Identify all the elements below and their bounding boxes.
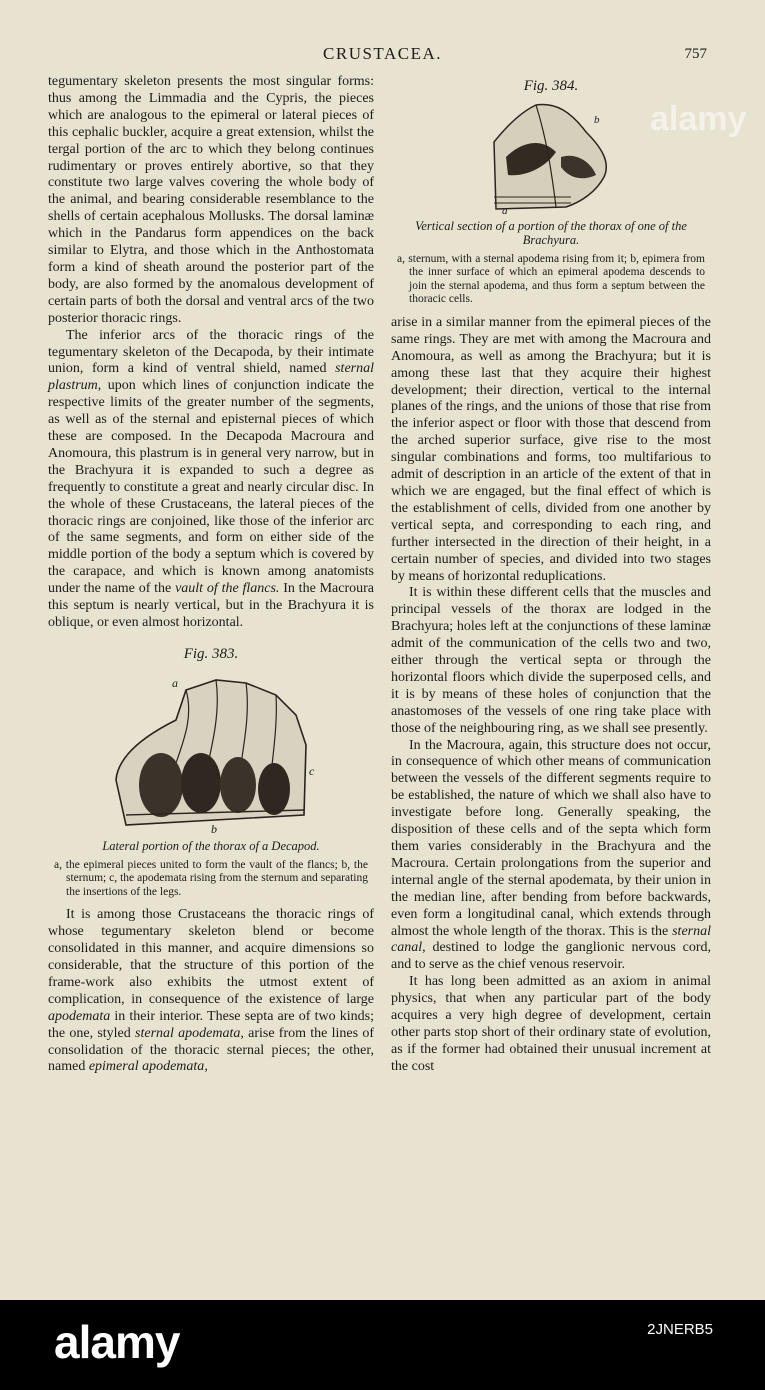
figure-383-caption: Lateral portion of the thorax of a Decapod. <box>102 838 320 853</box>
text-run: , upon which lines of conjunction indicate the respective limits of the greater number of the segments, as well as of the sternal and episternal pieces of which these are composed. In the Decapoda Macroura and Anomoura, this plastrum is in general very narrow, but in the Brachyura it is expanded to such a degree as frequently to constitute a great and nearly circular disc. In the whole of these Crustaceans, the lateral pieces of the thoracic rings are conjoined, like those of the inferior arc of the same segments, and form on either side of the middle portion of the body a septum which is covered by the carapace, and which is known among anatomists under the name of the <box>48 378 374 597</box>
right-paragraph-2: It is within these different cells that the muscles and principal vessels of the thorax are lodged in the Brachyura; holes left at the conjunctions of these laminæ admit of the communication of the cells two and two, either through the vertical septa or through the horizontal floors which divide the superposed cells, and it is by means of these holes of conjunction that the anastomoses of the vessels of one ring take place with those of the neighbouring ring, as we shall see presently. <box>391 585 711 736</box>
figure-384-section-illustration <box>486 97 616 215</box>
image-id: 2JNERB5 <box>647 1321 713 1338</box>
figure-384-legend: a, sternum, with a sternal apodema rising from it; b, epimera from the inner surface of which an epimeral apodema descends to join the sternal apodema, and thus form a septum between the thoracic cells. <box>397 252 705 306</box>
figure-383-label: Fig. 383. <box>183 645 239 662</box>
figure-384-letter-a: a <box>502 204 508 215</box>
right-paragraph-4: It has long been admitted as an axiom in animal physics, that when any particular part of the body acquires a very high degree of development, certain other parts stop short of their ordinary state of evolution, as if the former had obtained their unusual increment at the cost <box>391 974 711 1074</box>
alamy-logo: alamy <box>54 1316 180 1368</box>
text-run: , arise from the lines of consolidation of the thoracic sternal pieces; the other, named <box>48 1025 374 1075</box>
text-run: In the Macroura this septum is nearly vertical, but in the Brachyura it is oblique, or even almost horizontal. <box>48 581 375 630</box>
text-run: It is among those Crustaceans the thoracic rings of whose tegumentary skeleton blend or become consolidated in this manner, and acquire dimensions so considerable, that the structure of this portion of the frame-work also exhibits the utmost extent of complication, in consequence of the existence of large <box>48 907 374 1007</box>
italic-term: sternal canal <box>391 923 711 956</box>
text-run: in their interior. These septa are of two kinds; the one, styled <box>48 1008 374 1041</box>
italic-term: apodemata <box>48 1008 111 1024</box>
figure-383-thorax-illustration <box>106 665 316 835</box>
watermark-overlay: alamy <box>650 100 747 138</box>
left-column <box>48 74 374 1076</box>
figure-383-letter-a: a <box>172 675 178 690</box>
figure-384-letter-b: b <box>594 113 600 126</box>
figure-383-letter-c: c <box>309 763 315 778</box>
page-number: 757 <box>684 46 707 62</box>
running-head-title: CRUSTACEA. <box>323 44 442 63</box>
text-run: , <box>204 1059 208 1075</box>
text-run: The inferior arcs of the thoracic rings of the tegumentary skeleton of the Decapoda, by their intimate union, form a kind of ventral shield, named <box>48 327 374 377</box>
right-paragraph-1: arise in a similar manner from the epimeral pieces of the same rings. They are met with among the Macroura and Anomoura, as well as among the Brachyura; but it is among these last that they acquire their highest development; their direction, vertical to the internal planes of the rings, and the unions of those that rise from the inferior aspect or floor with those that descend from the arched superior surface, give rise to the most singular combinations and forms, too multifarious to admit of description in an article of the extent of that in which we are engaged, but the final effect of which is the establishment of cells, divided from one another by vertical septa, and corresponding to each ring, and further intersected in the direction of their height, in a certain number of species, and divided into two stages by means of horizontal reduplications. <box>391 314 711 584</box>
italic-term: sternal apodemata <box>135 1025 241 1041</box>
right-paragraph-3 <box>391 738 711 975</box>
figure-384-caption: Vertical section of a portion of the thorax of one of the Brachyura. <box>415 218 687 247</box>
text-run: In the Macroura, again, this structure does not occur, in consequence of which other means of communication between the vessels of the different segments require to be established, the nature of which we shall also have to investigate before long. Generally speaking, the disposition of these cells and of the septa which form them varies considerably in the Brachyura and the Macroura. Certain prolongations from the superior and internal angle of the sternal apodemata, by their union in the median line, after bending from before backwards, even form a longitudinal canal, which extends through almost the whole length of the thorax. This is the <box>391 737 711 939</box>
italic-term: sternal plastrum <box>48 361 374 394</box>
figure-383-legend: a, the epimeral pieces united to form the vault of the flancs; b, the sternum; c, the apodemata rising from the sternum and separating the insertions of the legs. <box>54 858 368 898</box>
right-column <box>391 74 711 1076</box>
figure-384-label: Fig. 384. <box>523 78 579 94</box>
left-paragraph-3 <box>48 907 374 1076</box>
text-run: , destined to lodge the ganglionic nervous cord, and to serve as the chief venous reservoir. <box>391 940 711 973</box>
left-paragraph-1: tegumentary skeleton presents the most singular forms: thus among the Limmadia and the Cypris, the pieces which are analogous to the epimeral or lateral pieces of this cephalic buckler, acquire a great extension, whilst the tergal portion of the arc to which they belong continues rudimentary or proves entirely abortive, so that they constitute two large valves covering the whole body of the animal, and bearing considerable resemblance to the shells of certain acephalous Mollusks. The dorsal laminæ which in the Pandarus form appendices on the back similar to Elytra, and those which in the Anthostomata form a kind of sheath around the posterior part of the body, are also formed by the anomalous development of certain parts of both the dorsal and ventral arcs of the two posterior thoracic rings. <box>48 74 374 326</box>
italic-term: vault of the flancs. <box>175 581 280 597</box>
left-paragraph-2 <box>48 328 374 632</box>
figure-383-letter-b: b <box>211 821 217 835</box>
italic-term: epimeral apodemata <box>88 1059 205 1075</box>
